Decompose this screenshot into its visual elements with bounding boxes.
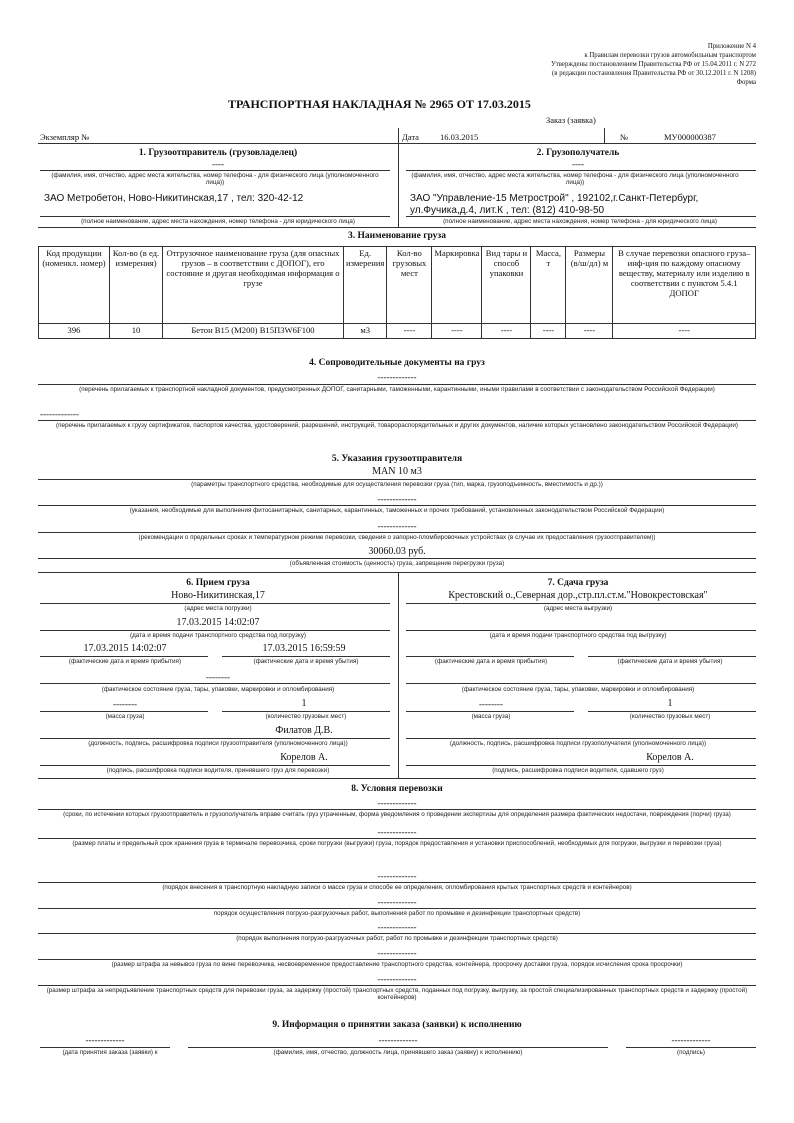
s8-dash: ------------- xyxy=(377,871,417,881)
loading-departure-hint: (фактические дата и время убытия) xyxy=(253,658,359,665)
section-3-title: 3. Наименование груза xyxy=(348,231,446,241)
goods-cell: ---- xyxy=(432,324,482,339)
loading-places: 1 xyxy=(301,698,307,709)
appendix-line: Приложение N 4 xyxy=(707,43,756,50)
goods-row xyxy=(39,324,756,339)
shipper-signer-hint: (должность, подпись, расшифровка подписи грузоотправителя (уполномоченного лица)) xyxy=(88,740,348,747)
unloading-submit-hint: (дата и время подачи транспортного средства под выгрузку) xyxy=(489,632,667,639)
number-value: МУ000000387 xyxy=(664,132,716,142)
loading-address: Ново-Никитинская,17 xyxy=(171,590,265,601)
unloading-address: Крестовский о.,Северная дор.,стр.пл.ст.м."Новокрестовская" xyxy=(448,590,708,601)
goods-cell: ---- xyxy=(566,324,613,339)
section-5-hint: (параметры транспортного средства, необходимые для осуществления перевозки груза (тип, марка, грузоподъемность, вместимость и др.)) xyxy=(191,481,603,488)
copy-label: Экземпляр № xyxy=(40,132,90,142)
goods-cell: 10 xyxy=(110,324,163,339)
section-9-title: 9. Информация о принятии заказа (заявки) к исполнению xyxy=(272,1020,522,1030)
s8-hint: (размер штрафа за непредъявление транспортных средств для перевозки груза, за задержку (простой) транспортных средств, поданных под погрузку, выгрузку, за простой специализированных транспортных средств и задержку (простой) контейнеров) xyxy=(46,987,748,1001)
s8-hint: (сроки, по истечении которых грузоотправитель и грузополучатель вправе считать груз утраченным, форма уведомления о проведении экспертизы для определения размера фактических недостачи, повреждения (порчи) груза) xyxy=(63,811,731,818)
section-5-hint-4: (объявленная стоимость (ценность) груза, запрещение перегрузки груза) xyxy=(289,560,505,567)
unloading-places-hint: (количество грузовых мест) xyxy=(629,713,711,720)
appendix-line: к Правилам перевозки грузов автомобильным транспортом xyxy=(584,52,756,59)
declared-value: 30060.03 руб. xyxy=(368,546,426,557)
unloading-arrival-hint: (фактические дата и время прибытия) xyxy=(434,658,548,665)
goods-header: Маркировка xyxy=(432,247,482,324)
section-1-hint: (фамилия, имя, отчество, адрес места жительства, номер телефона - для физического лица (уполномоченного лица)) xyxy=(51,172,379,186)
section-5-hint-2: (указания, необходимые для выполнения фитосанитарных, санитарных, карантинных, таможенных и прочих требований, установленных законодательством Российской Федерации) xyxy=(129,507,665,514)
goods-cell: Бетон B15 (М200) В15П3W6F100 xyxy=(163,324,344,339)
s8-dash: ------------- xyxy=(377,948,417,958)
goods-cell: ---- xyxy=(387,324,432,339)
appendix-block xyxy=(420,42,756,87)
section-5-dash: ------------- xyxy=(377,494,417,504)
s8-dash: ------------- xyxy=(377,897,417,907)
section-5-hint-3: (рекомендации о предельных сроках и температурном режиме перевозки, сведения о запорно-пломбировочных устройствах (в случае их предоставления грузоотправителем)) xyxy=(138,534,656,541)
consignee-value-2: ул.Фучика,д.4, лит.К , тел: (812) 410-98-50 xyxy=(410,205,605,216)
order-label: Заказ (заявка) xyxy=(546,115,596,125)
goods-header: Вид тары и способ упаковки xyxy=(482,247,531,324)
s9-name-dash: ------------- xyxy=(378,1035,418,1045)
section-6-title: 6. Прием груза xyxy=(186,578,250,588)
section-4-dash: ------------- xyxy=(377,372,417,382)
loading-state-hint: (фактическое состояние груза, тары, упаковки, маркировки и опломбирования) xyxy=(101,686,335,693)
section-4-hint: (перечень прилагаемых к транспортной накладной документов, предусмотренных ДОПОГ, санитарными, таможенными, карантинными, иными правилами в соответствии с законодательством Российской Федерации) xyxy=(79,386,715,393)
goods-cell: 396 xyxy=(39,324,110,339)
s8-dash: ------------- xyxy=(377,798,417,808)
goods-header: Ед. измерения xyxy=(344,247,387,324)
section-4-dash-2: ------------- xyxy=(40,409,79,419)
goods-cell: ---- xyxy=(531,324,566,339)
section-7-title: 7. Сдача груза xyxy=(547,578,609,588)
s8-dash: ------------- xyxy=(377,922,417,932)
date-value: 16.03.2015 xyxy=(440,132,479,142)
loading-submit-hint: (дата и время подачи транспортного средства под погрузку) xyxy=(130,632,306,639)
section-1-dash: ---- xyxy=(212,159,224,169)
s8-hint: (размер штрафа за невывоз груза по вине перевозчика, несвоевременное предоставление транспортного средства, контейнера, просрочку доставки груза, порядок исчисления срока просрочки) xyxy=(111,961,683,968)
section-2-hint-2: (полное наименование, адрес места нахождения, номер телефона - для юридического лица) xyxy=(443,218,717,225)
number-label: № xyxy=(620,132,629,142)
appendix-line: Форма xyxy=(736,79,756,86)
goods-header: Кол-во (в ед. измерения) xyxy=(110,247,163,324)
consignee-signer-hint: (должность, подпись, расшифровка подписи грузополучателя (уполномоченного лица)) xyxy=(449,740,707,747)
s8-hint: порядок осуществления погрузо-разгрузочных работ, выполнения работ по промывке и дезинфекции транспортных средств) xyxy=(213,910,581,917)
goods-header: Кол-во грузовых мест xyxy=(387,247,432,324)
goods-header: Размеры (в/ш/дл) м xyxy=(566,247,613,324)
section-5-dash-3: ------------- xyxy=(377,521,417,531)
loading-state-dash: -------- xyxy=(206,672,230,682)
unloading-places: 1 xyxy=(667,698,673,709)
goods-header: Отгрузочное наименование груза (для опасных грузов – в соответствии с ДОПОГ), его состояние и другая необходимая информация о грузе xyxy=(163,247,344,324)
goods-header: В случае перевозки опасного груза– инф-ция по каждому опасному веществу, материалу или изделию в соответствии с пунктом 5.4.1 ДОПОГ xyxy=(613,247,756,324)
loading-places-hint: (количество грузовых мест) xyxy=(265,713,347,720)
goods-cell: ---- xyxy=(482,324,531,339)
section-2-hint: (фамилия, имя, отчество, адрес места жительства, номер телефона - для физического лица (уполномоченного лица)) xyxy=(411,172,739,186)
appendix-line: (в редакции постановления Правительства РФ от 30.12.2011 г. N 1208) xyxy=(552,70,756,77)
unloading-departure-hint: (фактические дата и время убытия) xyxy=(617,658,723,665)
goods-cell: ---- xyxy=(613,324,756,339)
section-8-title: 8. Условия перевозки xyxy=(351,784,443,794)
unloading-mass-hint: (масса груза) xyxy=(471,713,511,720)
unloading-mass: -------- xyxy=(479,699,503,709)
unloading-driver: Корелов А. xyxy=(646,752,694,763)
loading-driver: Корелов А. xyxy=(280,752,328,763)
loading-mass: -------- xyxy=(113,699,137,709)
goods-header: Масса, т xyxy=(531,247,566,324)
section-5-title: 5. Указания грузоотправителя xyxy=(331,454,463,464)
shipper-signer: Филатов Д.В. xyxy=(275,725,333,736)
loading-address-hint: (адрес места погрузки) xyxy=(184,605,252,612)
section-1-title: 1. Грузоотправитель (грузовладелец) xyxy=(138,148,298,158)
unloading-address-hint: (адрес места выгрузки) xyxy=(543,605,613,612)
goods-header: Код продукции (номенкл. номер) xyxy=(39,247,110,324)
loading-mass-hint: (масса груза) xyxy=(105,713,145,720)
loading-submit-time: 17.03.2015 14:02:07 xyxy=(176,617,260,628)
vehicle-params-value: MAN 10 м3 xyxy=(372,466,422,477)
section-1-hint-2: (полное наименование, адрес места нахождения, номер телефона - для юридического лица) xyxy=(81,218,355,225)
s9-date-dash: ------------- xyxy=(85,1035,125,1045)
s8-hint: (размер платы и предельный срок хранения груза в терминале перевозчика, сроки погрузки (выгрузки) груза, порядок предоставления и установки приспособлений, необходимых для погрузки, выгрузки и перевозки груза) xyxy=(72,840,722,847)
goods-table xyxy=(38,246,756,339)
s8-dash: ------------- xyxy=(377,974,417,984)
goods-header-row xyxy=(39,247,756,324)
s9-sign-dash: ------------- xyxy=(671,1035,711,1045)
s9-sign-hint: (подпись) xyxy=(677,1049,705,1056)
appendix-line: Утверждены постановлением Правительства РФ от 15.04.2011 г. N 272 xyxy=(550,61,756,68)
shipper-value: ЗАО Метробетон, Ново-Никитинская,17 , тел: 320-42-12 xyxy=(44,193,304,204)
loading-driver-hint: (подпись, расшифровка подписи водителя, принявшего груз для перевозки) xyxy=(106,767,330,774)
s9-date-hint: (дата принятия заказа (заявки) к xyxy=(62,1049,158,1056)
loading-arrival-hint: (фактические дата и время прибытия) xyxy=(68,658,182,665)
document-title: ТРАНСПОРТНАЯ НАКЛАДНАЯ № 2965 ОТ 17.03.2015 xyxy=(228,97,531,111)
loading-arrival: 17.03.2015 14:02:07 xyxy=(83,643,167,654)
unloading-driver-hint: (подпись, расшифровка подписи водителя, сдавшего груз) xyxy=(492,767,664,774)
unloading-state-hint: (фактическое состояние груза, тары, упаковки, маркировки и опломбирования) xyxy=(461,686,695,693)
consignee-value-1: ЗАО "Управление-15 Метрострой" , 192102,г.Санкт-Петербург, xyxy=(410,193,699,204)
loading-departure: 17.03.2015 16:59:59 xyxy=(262,643,346,654)
s8-hint: (порядок внесения в транспортную накладную записи о массе груза и способе ее определения, опломбирования крытых транспортных средств и контейнеров) xyxy=(162,884,632,891)
s9-name-hint: (фамилия, имя, отчество, должность лица, принявшего заказ (заявку) к исполнению) xyxy=(273,1049,523,1056)
section-2-dash: ---- xyxy=(572,159,584,169)
s8-hint: (порядок выполнения погрузо-разгрузочных работ, работ по промывке и дезинфекции транспортных средств) xyxy=(236,935,558,942)
s8-dash: ------------- xyxy=(377,827,417,837)
section-4-hint-2: (перечень прилагаемых к грузу сертификатов, паспортов качества, удостоверений, разрешений, инструкций, товарораспорядительных и других документов, наличие которых установлено законодательством Российской Федерации) xyxy=(56,422,738,429)
date-label: Дата xyxy=(402,132,419,142)
section-4-title: 4. Сопроводительные документы на груз xyxy=(309,358,485,368)
goods-cell: м3 xyxy=(344,324,387,339)
section-2-title: 2. Грузополучатель xyxy=(536,148,620,158)
